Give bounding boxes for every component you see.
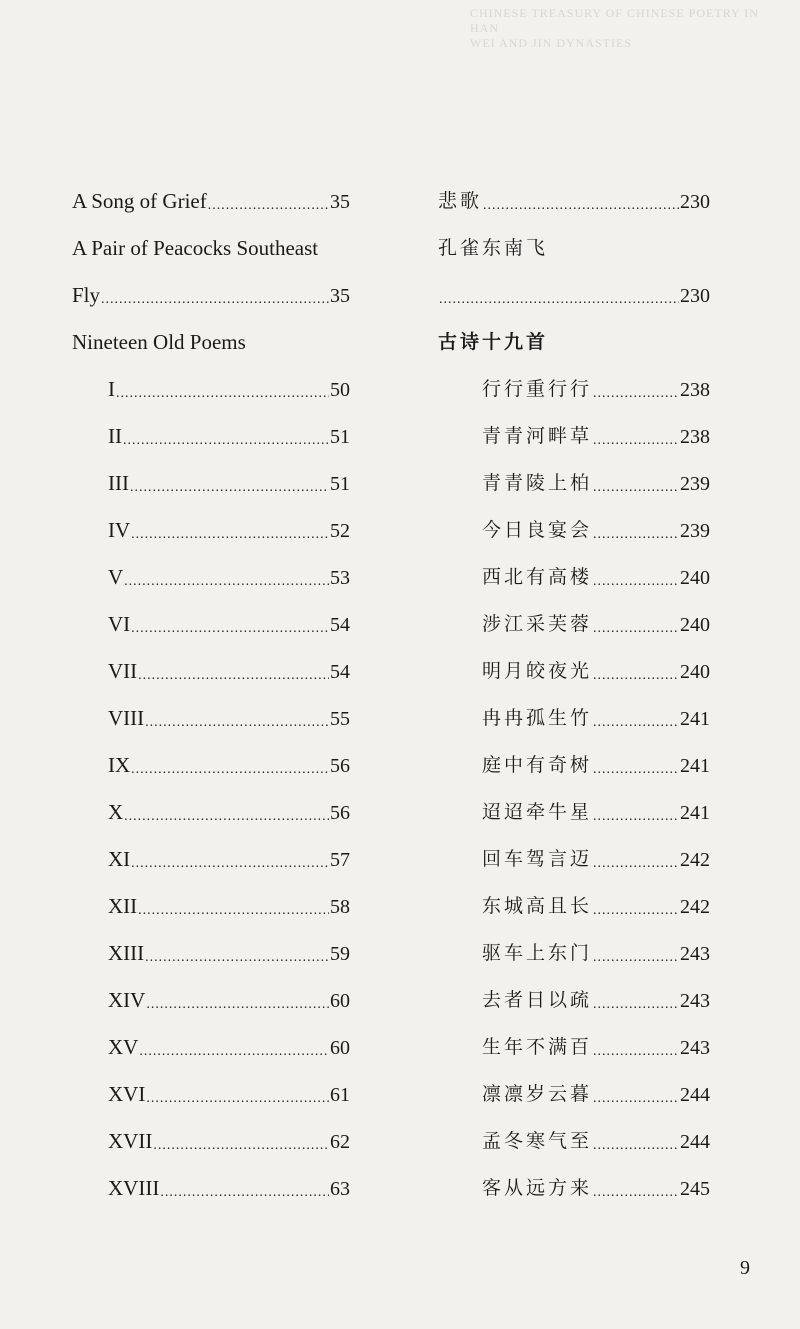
toc-entry-title: II (108, 424, 122, 448)
toc-entry (438, 1118, 710, 1165)
toc-entry (438, 695, 710, 742)
toc-entry-page: 244 (680, 1130, 710, 1153)
dot-leader (131, 528, 329, 542)
dot-leader (593, 528, 679, 542)
toc-entry-page: 51 (330, 472, 350, 495)
dot-leader (153, 1139, 329, 1153)
toc-entry (438, 930, 710, 977)
toc-entry (72, 319, 350, 366)
dot-leader (123, 434, 329, 448)
toc-entry-title: 驱车上东门 (482, 942, 593, 964)
toc-entry-page: 243 (680, 989, 710, 1012)
dot-leader (593, 622, 679, 636)
toc-entry-page: 230 (680, 284, 710, 307)
toc-entry-page: 56 (330, 754, 350, 777)
toc-entry-title: VI (108, 612, 131, 636)
toc-entry-title: 今日良宴会 (482, 519, 593, 541)
toc-entry (438, 648, 710, 695)
toc-entry (72, 836, 350, 883)
toc-entry-page: 241 (680, 801, 710, 824)
toc-entry-title: XIII (108, 941, 145, 965)
toc-entry (438, 272, 710, 319)
dot-leader (139, 1045, 329, 1059)
toc-entry-title: XV (108, 1035, 139, 1059)
toc-entry-page: 241 (680, 754, 710, 777)
toc-entry-title: 涉江采芙蓉 (482, 613, 593, 635)
toc-entry-title: IX (108, 753, 131, 777)
toc-entry-title: 冉冉孤生竹 (482, 707, 593, 729)
dot-leader (131, 622, 329, 636)
toc-entry-title: XVI (108, 1082, 146, 1106)
toc-entry-page: 240 (680, 613, 710, 636)
toc-entry-page: 51 (330, 425, 350, 448)
dot-leader (593, 951, 679, 965)
toc-entry-page: 58 (330, 895, 350, 918)
dot-leader (593, 716, 679, 730)
toc-entry (72, 507, 350, 554)
toc-entry-title: 迢迢牵牛星 (482, 801, 593, 823)
toc-entry-page: 243 (680, 1036, 710, 1059)
toc-entry (438, 225, 710, 272)
toc-entry (72, 225, 350, 272)
toc-entry (72, 883, 350, 930)
toc-entry (438, 742, 710, 789)
toc-entry-title: 孟冬寒气至 (482, 1130, 593, 1152)
dot-leader (101, 293, 329, 307)
toc-english-column (72, 178, 350, 1212)
dot-leader (593, 763, 679, 777)
dot-leader (593, 857, 679, 871)
toc-entry-title: 行行重行行 (482, 378, 593, 400)
toc-entry-title: 凛凛岁云暮 (482, 1083, 593, 1105)
toc-entry (72, 930, 350, 977)
toc-entry-title: I (108, 377, 115, 401)
toc-entry-page: 53 (330, 566, 350, 589)
toc-entry-title: X (108, 800, 124, 824)
toc-entry-title: 青青陵上柏 (482, 472, 593, 494)
toc-entry (72, 789, 350, 836)
toc-entry-title: 悲歌 (438, 190, 483, 212)
toc-entry-page: 60 (330, 989, 350, 1012)
dot-leader (593, 481, 679, 495)
dot-leader (138, 904, 329, 918)
toc-entry (72, 1118, 350, 1165)
toc-entry (72, 272, 350, 319)
toc-entry (438, 507, 710, 554)
toc-entry (438, 1071, 710, 1118)
toc-entry-page: 240 (680, 660, 710, 683)
toc-entry-title: XVIII (108, 1176, 160, 1200)
toc-entry-title: XII (108, 894, 138, 918)
dot-leader (145, 951, 329, 965)
toc-entry (438, 366, 710, 413)
dot-leader (146, 1092, 329, 1106)
dot-leader (131, 857, 329, 871)
toc-entry-title: 青青河畔草 (482, 425, 593, 447)
dot-leader (593, 1092, 679, 1106)
toc-entry (438, 1165, 710, 1212)
toc-entry-page: 57 (330, 848, 350, 871)
toc-entry-page: 239 (680, 472, 710, 495)
toc-entry-page: 52 (330, 519, 350, 542)
toc-entry-page: 54 (330, 613, 350, 636)
toc-entry-title: 生年不满百 (482, 1036, 593, 1058)
page-number: 9 (740, 1257, 750, 1279)
running-header (470, 6, 790, 51)
toc-entry-page: 238 (680, 425, 710, 448)
dot-leader (593, 575, 679, 589)
toc-entry-title: XVII (108, 1129, 153, 1153)
toc-entry-page: 61 (330, 1083, 350, 1106)
dot-leader (593, 387, 679, 401)
toc-entry-page: 56 (330, 801, 350, 824)
toc-entry-title: XI (108, 847, 131, 871)
toc-entry (72, 460, 350, 507)
toc-entry (438, 319, 710, 366)
dot-leader (593, 1186, 679, 1200)
toc-entry (72, 742, 350, 789)
toc-entry (72, 1024, 350, 1071)
toc-entry-page: 62 (330, 1130, 350, 1153)
dot-leader (138, 669, 329, 683)
toc-entry-page: 238 (680, 378, 710, 401)
toc-entry (72, 977, 350, 1024)
dot-leader (483, 199, 679, 213)
toc-chinese-column (438, 178, 710, 1212)
dot-leader (593, 1139, 679, 1153)
dot-leader (145, 716, 329, 730)
toc-entry (72, 648, 350, 695)
running-header-line-2: WEI AND JIN DYNASTIES (470, 36, 632, 50)
toc-entry-page: 243 (680, 942, 710, 965)
toc-entry-page: 240 (680, 566, 710, 589)
toc-entry-title: 回车驾言迈 (482, 848, 593, 870)
toc-entry-page: 245 (680, 1177, 710, 1200)
toc-entry-page: 242 (680, 895, 710, 918)
toc-entry-page: 244 (680, 1083, 710, 1106)
toc-entry (438, 836, 710, 883)
toc-entry (72, 178, 350, 225)
toc-entry (438, 601, 710, 648)
toc-entry-title: XIV (108, 988, 146, 1012)
toc-entry-title: 古诗十九首 (438, 331, 549, 353)
toc-entry (438, 460, 710, 507)
dot-leader (124, 810, 329, 824)
toc-entry-title: III (108, 471, 129, 495)
toc-entry (72, 1165, 350, 1212)
toc-entry-title: 西北有高楼 (482, 566, 593, 588)
dot-leader (208, 199, 329, 213)
running-header-line-1: CHINESE TREASURY OF CHINESE POETRY IN HAN (470, 6, 759, 35)
dot-leader (124, 575, 329, 589)
dot-leader (130, 481, 329, 495)
toc-entry-title: 庭中有奇树 (482, 754, 593, 776)
toc-entry-page: 54 (330, 660, 350, 683)
toc-entry (72, 413, 350, 460)
toc-entry (72, 366, 350, 413)
toc-entry-page: 50 (330, 378, 350, 401)
dot-leader (593, 434, 679, 448)
toc-entry-title: Fly (72, 283, 101, 307)
dot-leader (116, 387, 329, 401)
toc-entry-title: V (108, 565, 124, 589)
toc-entry-title: Nineteen Old Poems (72, 330, 246, 354)
toc-entry-page: 239 (680, 519, 710, 542)
toc-entry-title: IV (108, 518, 131, 542)
toc-entry (72, 554, 350, 601)
toc-entry-page: 35 (330, 284, 350, 307)
toc-entry (438, 554, 710, 601)
toc-entry (72, 695, 350, 742)
dot-leader (160, 1186, 329, 1200)
dot-leader (593, 904, 679, 918)
toc-entry-page: 230 (680, 190, 710, 213)
toc-entry-page: 242 (680, 848, 710, 871)
toc-entry-title: 孔雀东南飞 (438, 237, 549, 259)
toc-entry-title: 东城高且长 (482, 895, 593, 917)
dot-leader (593, 810, 679, 824)
dot-leader (439, 293, 679, 307)
toc-entry-title: VII (108, 659, 138, 683)
toc-entry-page: 59 (330, 942, 350, 965)
toc-entry-page: 241 (680, 707, 710, 730)
toc-entry (438, 1024, 710, 1071)
toc-entry (72, 601, 350, 648)
toc-entry-title: 明月皎夜光 (482, 660, 593, 682)
toc-entry-page: 63 (330, 1177, 350, 1200)
toc-entry (438, 178, 710, 225)
dot-leader (593, 1045, 679, 1059)
toc-entry (438, 789, 710, 836)
toc-entry-title: VIII (108, 706, 145, 730)
toc-entry (438, 883, 710, 930)
toc-entry-title: 客从远方来 (482, 1177, 593, 1199)
toc-entry-title: 去者日以疏 (482, 989, 593, 1011)
toc-entry-title: A Song of Grief (72, 189, 207, 213)
toc-entry-page: 55 (330, 707, 350, 730)
toc-entry-page: 60 (330, 1036, 350, 1059)
dot-leader (146, 998, 329, 1012)
dot-leader (593, 669, 679, 683)
toc-entry (72, 1071, 350, 1118)
toc-entry-page: 35 (330, 190, 350, 213)
toc-entry-title: A Pair of Peacocks Southeast (72, 236, 319, 260)
toc-entry (438, 413, 710, 460)
dot-leader (593, 998, 679, 1012)
toc-entry (438, 977, 710, 1024)
dot-leader (131, 763, 329, 777)
